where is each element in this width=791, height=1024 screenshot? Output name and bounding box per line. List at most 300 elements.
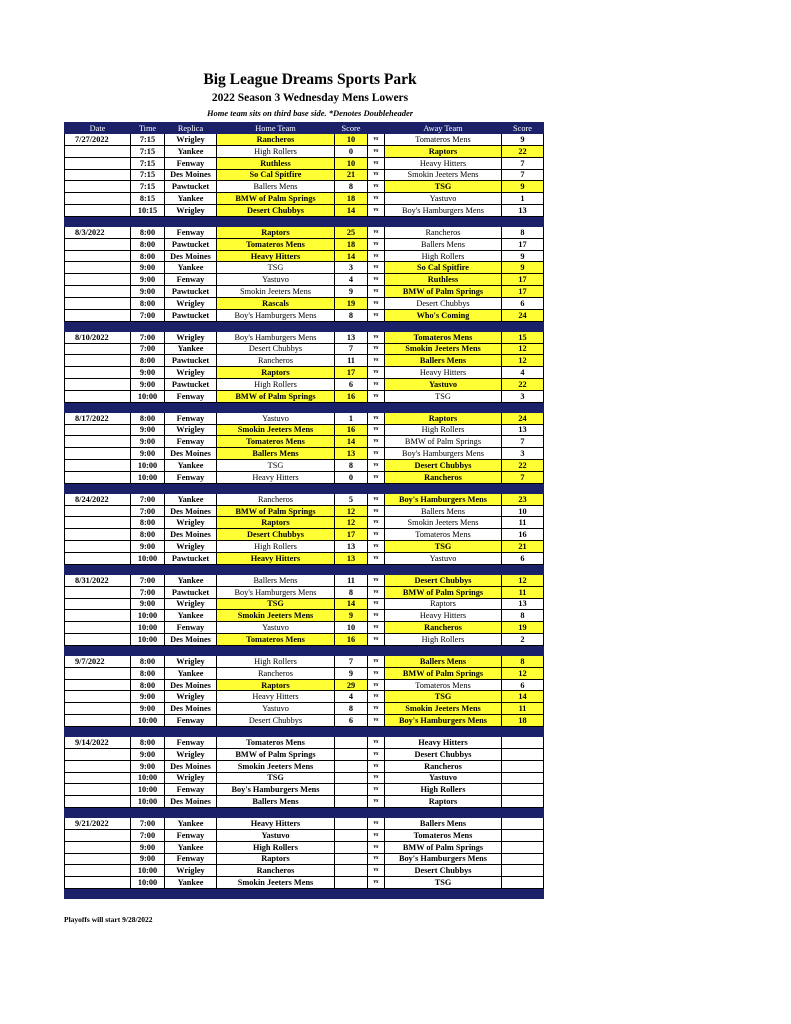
game-date [65, 553, 131, 565]
game-replica: Fenway [165, 412, 217, 424]
home-score: 19 [335, 297, 368, 309]
away-team: Ballers Mens [385, 238, 502, 250]
vs-label: vs [368, 181, 385, 193]
home-team: Rancheros [217, 355, 335, 367]
home-team: High Rollers [217, 841, 335, 853]
game-time: 7:15 [131, 169, 165, 181]
away-team: Raptors [385, 598, 502, 610]
home-team: Tomateros Mens [217, 238, 335, 250]
game-date [65, 205, 131, 217]
game-time: 8:00 [131, 412, 165, 424]
game-date [65, 841, 131, 853]
game-date [65, 784, 131, 796]
game-time: 10:00 [131, 865, 165, 877]
game-time: 9:00 [131, 286, 165, 298]
away-score: 22 [502, 379, 544, 391]
home-score: 8 [335, 586, 368, 598]
home-team: Yastuvo [217, 274, 335, 286]
game-time: 10:00 [131, 715, 165, 727]
game-replica: Wrigley [165, 205, 217, 217]
vs-label: vs [368, 193, 385, 205]
home-score: 25 [335, 226, 368, 238]
home-score [335, 818, 368, 830]
vs-label: vs [368, 238, 385, 250]
game-time: 8:00 [131, 655, 165, 667]
vs-label: vs [368, 505, 385, 517]
game-replica: Fenway [165, 622, 217, 634]
table-row [65, 703, 544, 715]
table-row [65, 818, 544, 830]
vs-label: vs [368, 622, 385, 634]
table-row [65, 691, 544, 703]
home-team: Yastuvo [217, 622, 335, 634]
home-team: Raptors [217, 853, 335, 865]
away-score: 8 [502, 655, 544, 667]
away-team: BMW of Palm Springs [385, 841, 502, 853]
table-row [65, 412, 544, 424]
week-separator [65, 645, 544, 655]
home-team: Ballers Mens [217, 181, 335, 193]
away-team: Boy's Hamburgers Mens [385, 205, 502, 217]
game-date [65, 262, 131, 274]
col-header-replica: Replica [165, 123, 217, 134]
game-date [65, 297, 131, 309]
page-subtitle: 2022 Season 3 Wednesday Mens Lowers [211, 92, 409, 104]
away-score: 21 [502, 541, 544, 553]
away-score [502, 748, 544, 760]
game-date [65, 436, 131, 448]
game-date [65, 541, 131, 553]
vs-label: vs [368, 448, 385, 460]
vs-label: vs [368, 853, 385, 865]
home-score: 13 [335, 331, 368, 343]
game-replica: Fenway [165, 829, 217, 841]
table-row [65, 493, 544, 505]
away-score: 11 [502, 586, 544, 598]
home-score: 6 [335, 379, 368, 391]
table-row [65, 424, 544, 436]
week-separator-bar [65, 726, 544, 736]
away-score: 12 [502, 667, 544, 679]
table-row [65, 772, 544, 784]
game-date: 8/31/2022 [65, 574, 131, 586]
away-team: Desert Chubbys [385, 460, 502, 472]
game-time: 9:00 [131, 760, 165, 772]
away-score: 12 [502, 574, 544, 586]
game-time: 10:15 [131, 205, 165, 217]
table-row [65, 610, 544, 622]
home-score [335, 736, 368, 748]
away-team: Boy's Hamburgers Mens [385, 853, 502, 865]
game-replica: Pawtucket [165, 379, 217, 391]
table-row [65, 796, 544, 808]
home-team: Ballers Mens [217, 574, 335, 586]
home-team: High Rollers [217, 145, 335, 157]
home-team: Heavy Hitters [217, 553, 335, 565]
home-team: So Cal Spitfire [217, 169, 335, 181]
vs-label: vs [368, 390, 385, 402]
away-score: 9 [502, 134, 544, 146]
game-replica: Pawtucket [165, 553, 217, 565]
away-score: 7 [502, 157, 544, 169]
vs-label: vs [368, 286, 385, 298]
game-date: 9/14/2022 [65, 736, 131, 748]
game-replica: Pawtucket [165, 181, 217, 193]
away-team: Rancheros [385, 622, 502, 634]
week-separator-bar [65, 808, 544, 818]
home-score: 10 [335, 622, 368, 634]
away-team: High Rollers [385, 784, 502, 796]
away-score [502, 865, 544, 877]
home-score: 9 [335, 286, 368, 298]
home-team: Tomateros Mens [217, 736, 335, 748]
game-time: 7:00 [131, 586, 165, 598]
home-score: 10 [335, 157, 368, 169]
home-team: Smokin Jeeters Mens [217, 877, 335, 889]
table-row [65, 877, 544, 889]
game-date [65, 772, 131, 784]
week-separator-bar [65, 402, 544, 412]
home-team: Desert Chubbys [217, 205, 335, 217]
game-replica: Wrigley [165, 541, 217, 553]
game-replica: Des Moines [165, 250, 217, 262]
vs-label: vs [368, 796, 385, 808]
away-team: Smokin Jeeters Mens [385, 703, 502, 715]
vs-label: vs [368, 655, 385, 667]
game-date [65, 355, 131, 367]
home-team: Heavy Hitters [217, 691, 335, 703]
col-header-home-score: Score [335, 123, 368, 134]
away-score [502, 772, 544, 784]
home-score: 16 [335, 390, 368, 402]
game-replica: Des Moines [165, 169, 217, 181]
home-team: BMW of Palm Springs [217, 748, 335, 760]
game-time: 10:00 [131, 622, 165, 634]
game-time: 7:00 [131, 309, 165, 321]
home-score: 0 [335, 145, 368, 157]
away-score: 9 [502, 181, 544, 193]
away-score: 17 [502, 286, 544, 298]
away-score: 14 [502, 691, 544, 703]
table-row [65, 574, 544, 586]
away-score: 8 [502, 610, 544, 622]
game-replica: Wrigley [165, 748, 217, 760]
game-replica: Yankee [165, 841, 217, 853]
vs-label: vs [368, 634, 385, 646]
game-replica: Wrigley [165, 655, 217, 667]
game-replica: Wrigley [165, 598, 217, 610]
game-replica: Fenway [165, 471, 217, 483]
game-date [65, 634, 131, 646]
away-score: 19 [502, 622, 544, 634]
vs-label: vs [368, 784, 385, 796]
home-team: Boy's Hamburgers Mens [217, 331, 335, 343]
home-team: Yastuvo [217, 703, 335, 715]
vs-label: vs [368, 205, 385, 217]
game-replica: Pawtucket [165, 586, 217, 598]
game-time: 9:00 [131, 853, 165, 865]
game-replica: Des Moines [165, 796, 217, 808]
game-time: 9:00 [131, 541, 165, 553]
game-time: 7:00 [131, 829, 165, 841]
game-date [65, 286, 131, 298]
game-time: 10:00 [131, 784, 165, 796]
game-date [65, 586, 131, 598]
game-time: 8:00 [131, 679, 165, 691]
game-date [65, 145, 131, 157]
home-team: Yastuvo [217, 829, 335, 841]
game-time: 8:00 [131, 529, 165, 541]
table-row [65, 436, 544, 448]
away-team: TSG [385, 390, 502, 402]
week-separator [65, 889, 544, 899]
table-row [65, 262, 544, 274]
game-replica: Des Moines [165, 529, 217, 541]
away-team: Desert Chubbys [385, 865, 502, 877]
away-team: Desert Chubbys [385, 574, 502, 586]
vs-label: vs [368, 460, 385, 472]
game-date [65, 865, 131, 877]
home-score: 13 [335, 541, 368, 553]
away-team: Yastuvo [385, 772, 502, 784]
away-score: 4 [502, 367, 544, 379]
table-row [65, 448, 544, 460]
week-separator [65, 216, 544, 226]
vs-label: vs [368, 436, 385, 448]
home-score: 8 [335, 309, 368, 321]
table-row [65, 529, 544, 541]
away-team: Tomateros Mens [385, 829, 502, 841]
away-score [502, 796, 544, 808]
table-row [65, 226, 544, 238]
home-team: Rascals [217, 297, 335, 309]
vs-label: vs [368, 760, 385, 772]
away-score: 1 [502, 193, 544, 205]
week-separator [65, 483, 544, 493]
home-team: Rancheros [217, 865, 335, 877]
home-team: Ruthless [217, 157, 335, 169]
vs-label: vs [368, 841, 385, 853]
away-team: TSG [385, 877, 502, 889]
away-team: Heavy Hitters [385, 736, 502, 748]
game-time: 8:00 [131, 667, 165, 679]
away-team: BMW of Palm Springs [385, 667, 502, 679]
game-date [65, 517, 131, 529]
away-score: 13 [502, 205, 544, 217]
away-team: Who's Coming [385, 309, 502, 321]
home-team: Heavy Hitters [217, 471, 335, 483]
away-score: 12 [502, 343, 544, 355]
home-score: 7 [335, 343, 368, 355]
home-team: Tomateros Mens [217, 436, 335, 448]
table-row [65, 784, 544, 796]
away-team: Smokin Jeeters Mens [385, 169, 502, 181]
away-score: 17 [502, 274, 544, 286]
away-team: Tomateros Mens [385, 331, 502, 343]
away-score: 18 [502, 715, 544, 727]
home-score: 18 [335, 193, 368, 205]
home-score: 13 [335, 448, 368, 460]
home-score: 8 [335, 703, 368, 715]
away-team: BMW of Palm Springs [385, 586, 502, 598]
game-time: 8:00 [131, 250, 165, 262]
away-team: Ballers Mens [385, 505, 502, 517]
table-row [65, 679, 544, 691]
game-date [65, 424, 131, 436]
game-time: 7:15 [131, 145, 165, 157]
away-team: Heavy Hitters [385, 157, 502, 169]
vs-label: vs [368, 274, 385, 286]
game-replica: Fenway [165, 715, 217, 727]
away-score: 10 [502, 505, 544, 517]
vs-label: vs [368, 865, 385, 877]
away-score: 7 [502, 169, 544, 181]
away-score: 15 [502, 331, 544, 343]
table-row [65, 460, 544, 472]
away-team: Tomateros Mens [385, 134, 502, 146]
away-team: Tomateros Mens [385, 679, 502, 691]
game-time: 8:00 [131, 297, 165, 309]
away-score [502, 877, 544, 889]
home-score: 13 [335, 553, 368, 565]
table-row [65, 598, 544, 610]
game-time: 10:00 [131, 634, 165, 646]
vs-label: vs [368, 343, 385, 355]
away-score: 16 [502, 529, 544, 541]
home-score [335, 865, 368, 877]
home-score [335, 748, 368, 760]
home-score: 29 [335, 679, 368, 691]
away-score: 23 [502, 493, 544, 505]
table-row [65, 748, 544, 760]
vs-label: vs [368, 715, 385, 727]
game-time: 7:15 [131, 181, 165, 193]
home-team: BMW of Palm Springs [217, 505, 335, 517]
game-replica: Wrigley [165, 865, 217, 877]
table-row [65, 367, 544, 379]
home-score: 9 [335, 610, 368, 622]
table-row [65, 157, 544, 169]
game-date [65, 343, 131, 355]
home-team: High Rollers [217, 655, 335, 667]
away-team: High Rollers [385, 424, 502, 436]
game-time: 10:00 [131, 390, 165, 402]
game-date [65, 390, 131, 402]
home-team: TSG [217, 772, 335, 784]
game-replica: Yankee [165, 610, 217, 622]
game-time: 8:15 [131, 193, 165, 205]
table-header-row [65, 123, 544, 134]
home-score: 4 [335, 691, 368, 703]
game-replica: Pawtucket [165, 238, 217, 250]
home-team: TSG [217, 598, 335, 610]
table-row [65, 286, 544, 298]
game-time: 10:00 [131, 610, 165, 622]
game-time: 7:15 [131, 157, 165, 169]
game-replica: Fenway [165, 226, 217, 238]
home-score [335, 841, 368, 853]
game-date [65, 691, 131, 703]
home-team: Boy's Hamburgers Mens [217, 784, 335, 796]
game-replica: Yankee [165, 493, 217, 505]
home-team: Boy's Hamburgers Mens [217, 309, 335, 321]
vs-label: vs [368, 691, 385, 703]
home-team: Smokin Jeeters Mens [217, 760, 335, 772]
game-date: 8/10/2022 [65, 331, 131, 343]
table-row [65, 622, 544, 634]
game-time: 8:00 [131, 736, 165, 748]
table-row [65, 238, 544, 250]
table-row [65, 169, 544, 181]
home-team: Raptors [217, 517, 335, 529]
game-time: 7:00 [131, 574, 165, 586]
away-team: Heavy Hitters [385, 367, 502, 379]
page-title: Big League Dreams Sports Park [203, 71, 417, 88]
game-date [65, 181, 131, 193]
table-row [65, 355, 544, 367]
game-date [65, 679, 131, 691]
game-date [65, 157, 131, 169]
away-team: Rancheros [385, 226, 502, 238]
vs-label: vs [368, 748, 385, 760]
game-replica: Pawtucket [165, 286, 217, 298]
away-team: Heavy Hitters [385, 610, 502, 622]
table-row [65, 553, 544, 565]
game-date [65, 667, 131, 679]
table-row [65, 517, 544, 529]
table-row [65, 309, 544, 321]
vs-label: vs [368, 517, 385, 529]
game-date [65, 715, 131, 727]
table-row [65, 865, 544, 877]
away-score [502, 736, 544, 748]
game-time: 7:00 [131, 505, 165, 517]
home-team: BMW of Palm Springs [217, 390, 335, 402]
home-score: 18 [335, 238, 368, 250]
table-row [65, 181, 544, 193]
away-team: Rancheros [385, 471, 502, 483]
game-date: 9/21/2022 [65, 818, 131, 830]
home-team: Heavy Hitters [217, 250, 335, 262]
game-time: 9:00 [131, 448, 165, 460]
vs-label: vs [368, 226, 385, 238]
vs-label: vs [368, 157, 385, 169]
game-replica: Fenway [165, 853, 217, 865]
game-time: 7:00 [131, 818, 165, 830]
game-replica: Wrigley [165, 517, 217, 529]
game-time: 9:00 [131, 274, 165, 286]
game-date [65, 829, 131, 841]
away-team: TSG [385, 181, 502, 193]
home-team: Tomateros Mens [217, 634, 335, 646]
week-separator [65, 564, 544, 574]
away-team: BMW of Palm Springs [385, 436, 502, 448]
game-replica: Wrigley [165, 691, 217, 703]
game-replica: Yankee [165, 193, 217, 205]
vs-label: vs [368, 331, 385, 343]
vs-label: vs [368, 541, 385, 553]
vs-label: vs [368, 379, 385, 391]
table-row [65, 841, 544, 853]
away-score: 11 [502, 703, 544, 715]
away-score: 13 [502, 598, 544, 610]
home-team: High Rollers [217, 541, 335, 553]
vs-label: vs [368, 134, 385, 146]
game-date [65, 169, 131, 181]
footer-note: Playoffs will start 9/28/2022 [64, 915, 153, 924]
home-team: Desert Chubbys [217, 343, 335, 355]
table-row [65, 760, 544, 772]
